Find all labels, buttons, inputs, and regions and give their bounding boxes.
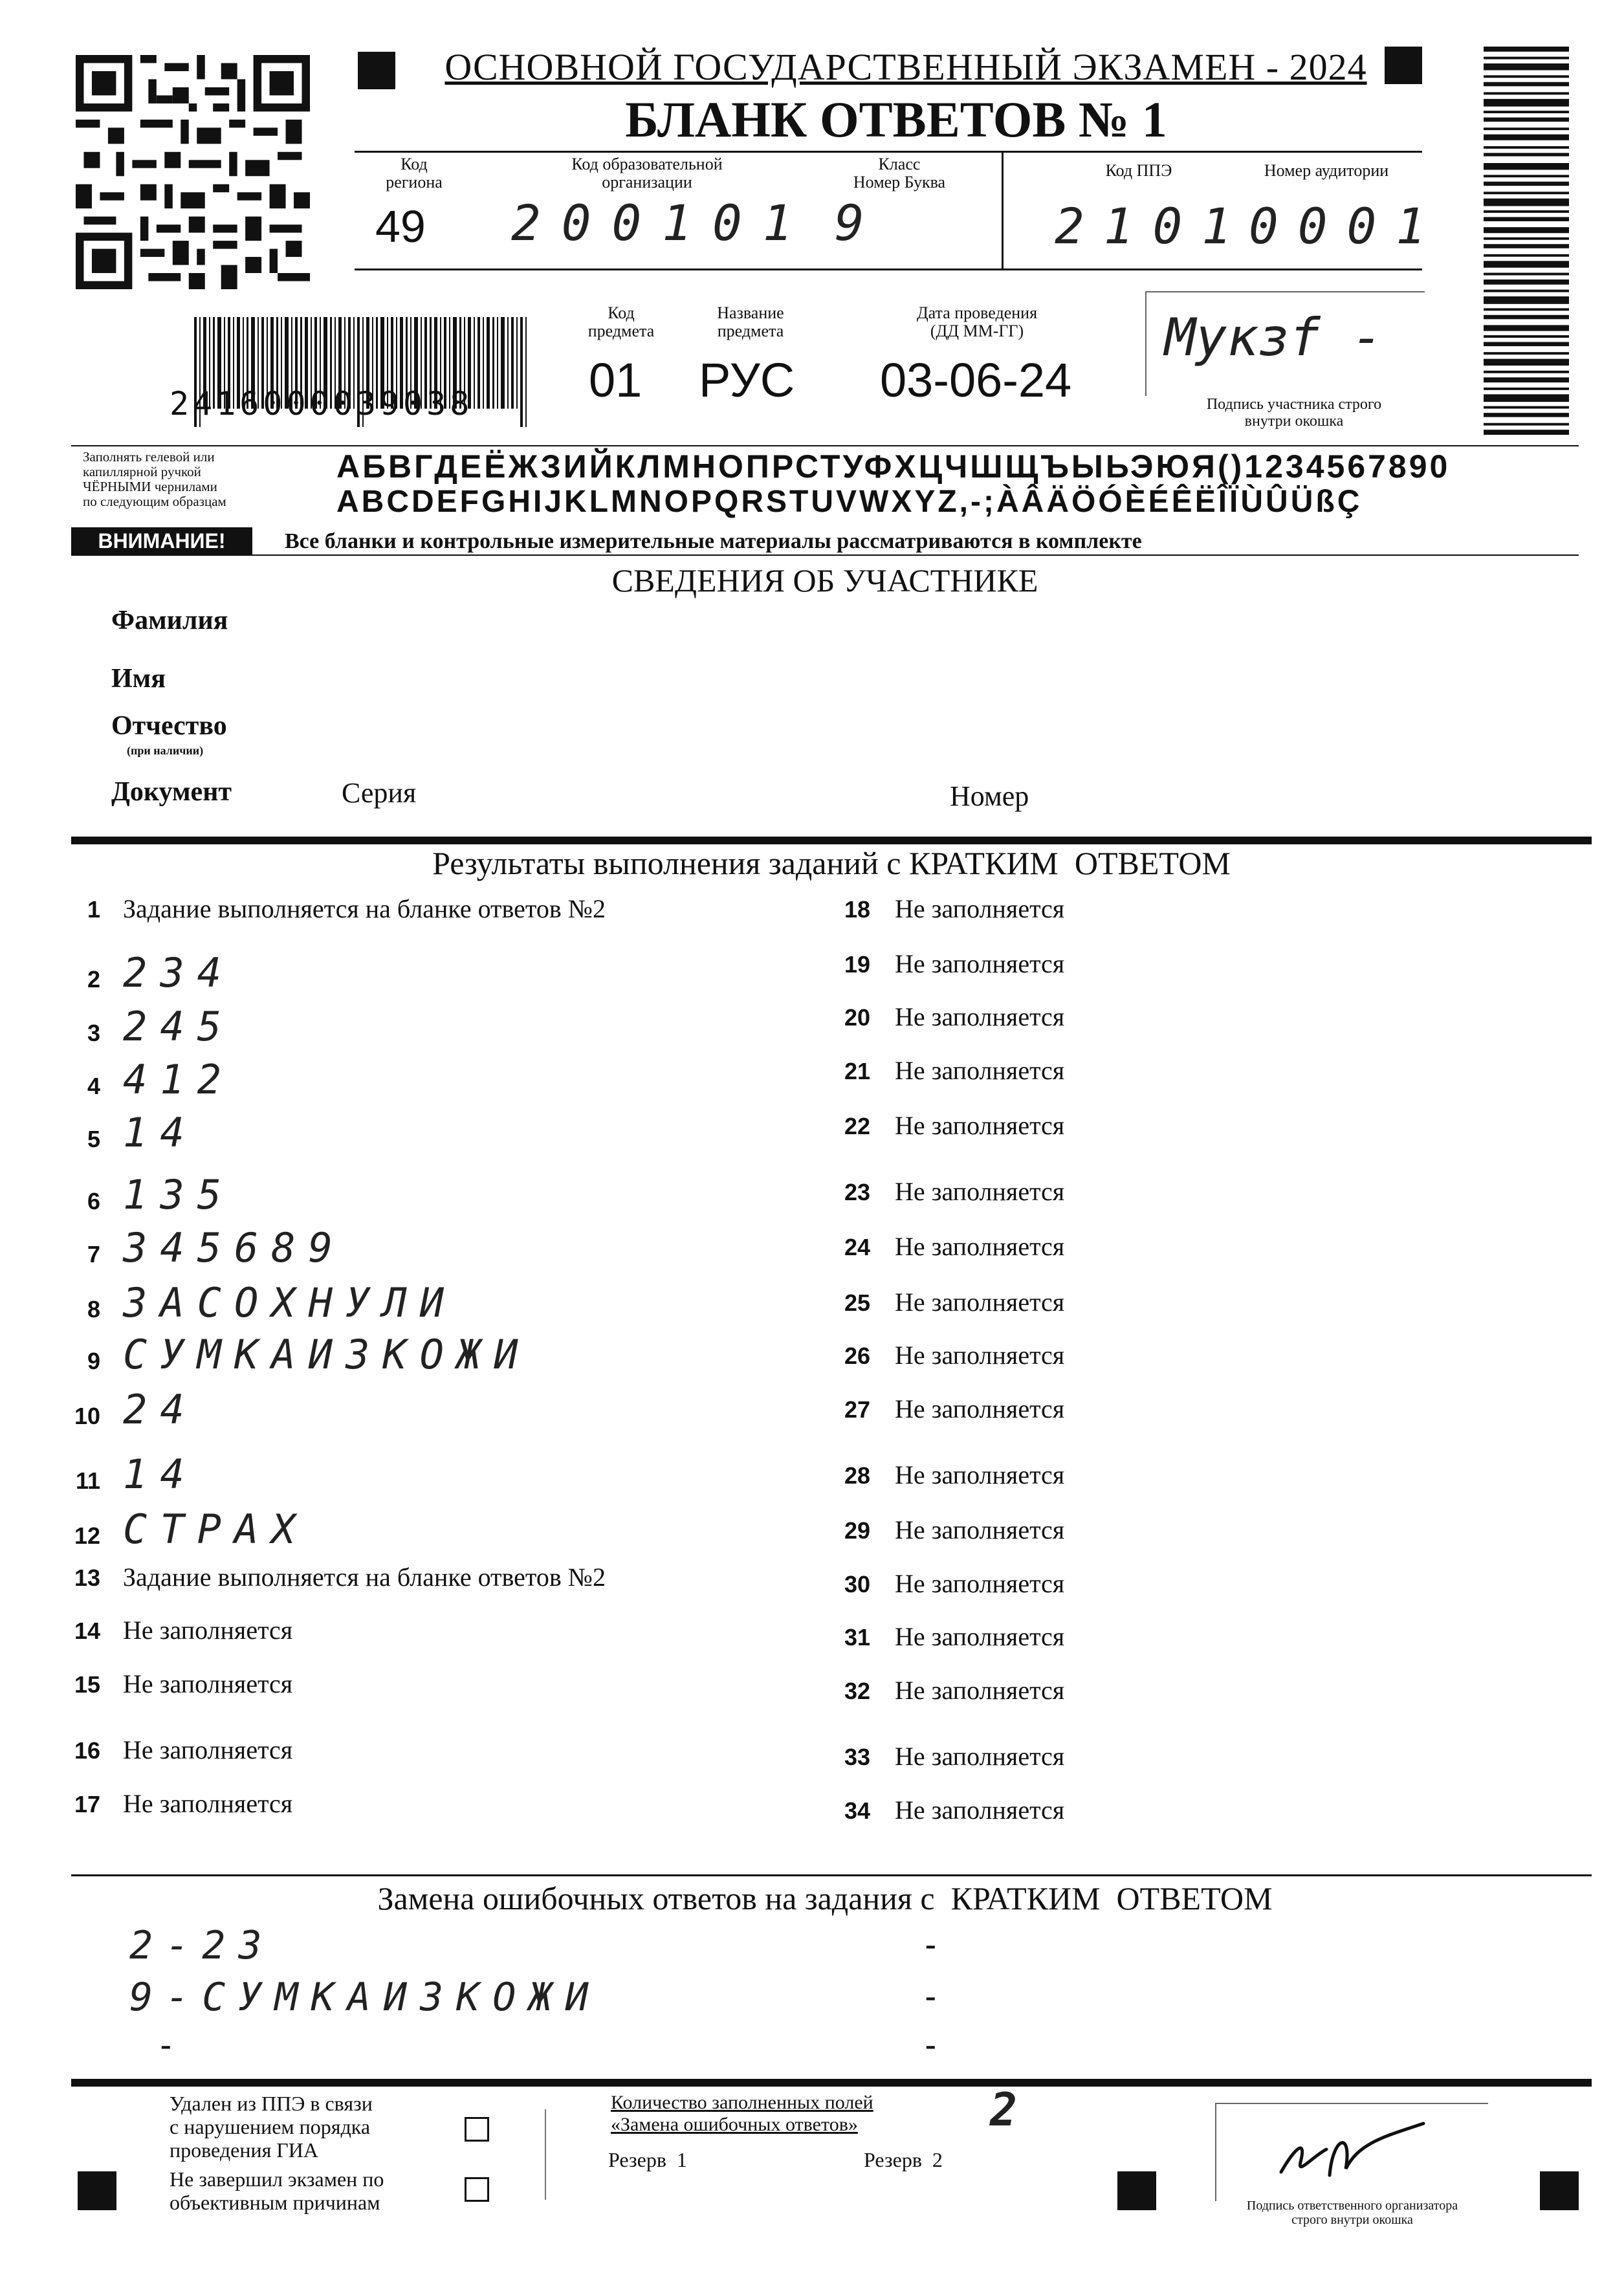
date-label: Дата проведения (ДД ММ-ГГ) [916, 303, 1038, 340]
subject-name-label: Название предмета [717, 303, 784, 340]
organizer-signature-caption: Подпись ответственного организатора строго внутри окошка [1246, 2199, 1458, 2227]
task-number: 22 [844, 1113, 870, 1139]
task-number: 18 [844, 896, 870, 923]
task-number: 29 [844, 1517, 870, 1544]
task-answer-handwritten[interactable]: 245 [123, 1003, 234, 1050]
participant-signature-caption: Подпись участника строго внутри окошка [1206, 396, 1382, 430]
task-number: 32 [844, 1678, 870, 1704]
surname-label: Фамилия [111, 606, 228, 635]
replacement-dash-right-2[interactable]: - [925, 1977, 936, 2013]
class-value: 9 [835, 194, 864, 252]
task-answer-text[interactable]: Не заполняется [895, 1002, 1065, 1031]
sample-instruction: Заполнять гелевой или капиллярной ручкой ЧЁРНЫМИ чернилами по следующим образцам [83, 449, 226, 509]
task-answer-text[interactable]: Не заполняется [895, 1177, 1065, 1206]
corner-marker-top-right [1385, 47, 1422, 84]
task-number: 30 [844, 1571, 870, 1597]
task-answer-text[interactable]: Не заполняется [895, 1569, 1065, 1598]
task-answer-handwritten[interactable]: 24 [123, 1386, 197, 1433]
task-answer-handwritten[interactable]: 412 [123, 1056, 234, 1103]
name-label: Имя [111, 664, 166, 694]
barcode-number: 2416000039038 [170, 385, 474, 422]
task-number: 28 [844, 1462, 870, 1489]
task-answer-text[interactable]: Не заполняется [895, 1341, 1065, 1370]
task-answer-text[interactable]: Не заполняется [895, 894, 1065, 923]
removed-checkbox[interactable] [465, 2117, 489, 2142]
task-answer-handwritten[interactable]: 135 [123, 1171, 234, 1218]
task-number: 27 [844, 1396, 870, 1423]
patronymic-label: Отчество [111, 711, 227, 741]
task-answer-text[interactable]: Не заполняется [895, 1394, 1065, 1423]
task-answer-handwritten[interactable]: СУМКАИЗКОЖИ [123, 1331, 531, 1378]
task-answer-text[interactable]: Не заполняется [895, 1111, 1065, 1140]
task-number: 7 [87, 1241, 100, 1267]
task-answer-text[interactable]: Не заполняется [895, 1622, 1065, 1651]
task-answer-handwritten[interactable]: 234 [123, 949, 234, 996]
task-number: 16 [74, 1737, 100, 1764]
task-number: 20 [844, 1004, 870, 1031]
task-number: 25 [844, 1289, 870, 1316]
task-number: 5 [87, 1126, 100, 1152]
room-value: 0001 [1249, 197, 1445, 255]
series-label: Серия [342, 777, 417, 809]
task-number: 15 [74, 1671, 100, 1698]
task-number: 21 [844, 1058, 870, 1084]
replacement-dash-right-1[interactable]: - [925, 1925, 936, 1962]
task-answer-text[interactable]: Задание выполняется на бланке ответов №2 [123, 894, 606, 923]
task-answer-text[interactable]: Не заполняется [123, 1789, 293, 1818]
task-answer-handwritten[interactable]: 14 [123, 1451, 197, 1498]
reserve-2: Резерв 2 [864, 2148, 943, 2171]
region-label: Код региона [386, 155, 443, 192]
org-value: 200101 [511, 194, 813, 252]
results-bottom-line [71, 1874, 1592, 1876]
footer-divider [545, 2109, 546, 2200]
task-number: 26 [844, 1343, 870, 1369]
removed-label: Удален из ППЭ в связи с нарушением порядка проведения ГИА [170, 2092, 373, 2162]
corner-marker-bottom-right [1540, 2171, 1579, 2210]
patronymic-note: (при наличии) [127, 744, 204, 757]
task-number: 13 [74, 1564, 100, 1591]
task-answer-text[interactable]: Не заполняется [895, 949, 1065, 978]
task-answer-text[interactable]: Не заполняется [895, 1232, 1065, 1261]
task-answer-handwritten[interactable]: СТРАХ [123, 1506, 309, 1553]
participant-bottom-line [71, 837, 1592, 844]
task-answer-text[interactable]: Не заполняется [895, 1056, 1065, 1085]
task-number: 9 [87, 1348, 100, 1374]
task-number: 24 [844, 1234, 870, 1260]
participant-signature: Мукзf - [1165, 307, 1383, 368]
task-answer-text[interactable]: Не заполняется [123, 1669, 293, 1698]
warning-bottom-line [71, 554, 1579, 556]
replacement-section-title: Замена ошибочных ответов на задания с КРАТКИМ ОТВЕТОМ [377, 1880, 1273, 1916]
count-label: Количество заполненных полей «Замена ошибочных ответов» [611, 2092, 873, 2135]
code-row-bottom-line [355, 269, 1422, 270]
task-answer-text[interactable]: Не заполняется [123, 1735, 293, 1764]
sample-top-line [71, 445, 1579, 446]
region-value: 49 [375, 201, 426, 252]
participant-section-title: СВЕДЕНИЯ ОБ УЧАСТНИКЕ [611, 562, 1038, 598]
org-label: Код образовательной организации [571, 155, 723, 192]
task-number: 31 [844, 1624, 870, 1651]
task-number: 6 [87, 1188, 100, 1214]
task-number: 12 [74, 1522, 100, 1549]
subject-name-value: РУС [699, 353, 795, 407]
task-answer-text[interactable]: Не заполняется [895, 1676, 1065, 1705]
ppe-value: 2101 [1055, 197, 1251, 255]
results-section-title: Результаты выполнения заданий с КРАТКИМ ОТВЕТОМ [432, 845, 1231, 881]
form-title: БЛАНК ОТВЕТОВ № 1 [625, 91, 1167, 148]
replacement-entry-2[interactable]: 9-СУМКАИЗКОЖИ [129, 1975, 602, 2020]
task-number: 17 [74, 1791, 100, 1817]
corner-marker-top-left [358, 52, 395, 89]
task-answer-text[interactable]: Не заполняется [895, 1795, 1065, 1825]
task-number: 11 [75, 1467, 100, 1494]
task-number: 10 [74, 1403, 100, 1429]
task-number: 8 [87, 1296, 100, 1322]
replacement-entry-3[interactable]: - [160, 2026, 171, 2062]
ppe-label: Код ППЭ [1105, 161, 1172, 180]
number-label: Номер [950, 780, 1029, 812]
task-answer-handwritten[interactable]: ЗАСОХНУЛИ [123, 1279, 457, 1326]
task-number: 33 [844, 1744, 870, 1770]
task-answer-text[interactable]: Не заполняется [895, 1515, 1065, 1544]
subject-code-value: 01 [589, 353, 642, 407]
task-number: 2 [87, 966, 100, 993]
warning-badge: ВНИМАНИЕ! [71, 527, 252, 554]
task-answer-text[interactable]: Не заполняется [895, 1288, 1065, 1317]
task-number: 14 [74, 1618, 100, 1644]
replacement-bottom-line [71, 2079, 1592, 2087]
reserve-1: Резерв 1 [608, 2148, 687, 2171]
side-barcode-icon [1484, 47, 1569, 435]
class-label: Класс Номер Буква [853, 155, 946, 192]
task-number: 23 [844, 1179, 870, 1205]
task-answer-handwritten[interactable]: 345689 [123, 1224, 346, 1271]
task-number: 3 [87, 1020, 100, 1046]
code-separator [1002, 153, 1004, 269]
corner-marker-bottom-mid [1117, 2171, 1156, 2210]
task-number: 34 [844, 1797, 870, 1824]
replacement-dash-right-3[interactable]: - [925, 2026, 936, 2062]
not-finished-label: Не завершил экзамен по объективным причинам [170, 2167, 384, 2214]
task-number: 19 [844, 951, 870, 978]
task-answer-text[interactable]: Не заполняется [123, 1616, 293, 1645]
task-number: 1 [87, 896, 100, 923]
task-number: 4 [87, 1073, 100, 1099]
qr-code-icon [76, 55, 310, 289]
replacement-entry-1[interactable]: 2-23 [129, 1923, 275, 1968]
header-divider [355, 151, 1422, 153]
document-label: Документ [111, 777, 232, 807]
date-value: 03-06-24 [880, 353, 1072, 407]
count-value[interactable]: 2 [990, 2083, 1018, 2136]
organizer-signature-icon [1268, 2111, 1436, 2188]
room-label: Номер аудитории [1264, 161, 1389, 180]
task-answer-handwritten[interactable]: 14 [123, 1109, 197, 1156]
task-answer-text[interactable]: Не заполняется [895, 1742, 1065, 1771]
task-answer-text[interactable]: Не заполняется [895, 1460, 1065, 1489]
sample-row-cyrillic: АБВГДЕЁЖЗИЙКЛМНОПРСТУФХЦЧШЩЪЫЬЭЮЯ()1234567890 [336, 448, 1451, 485]
sample-row-latin: ABCDEFGHIJKLMNOPQRSTUVWXYZ,-;ÀÂÄÖÓÈÉÊËÎÏÙÛÜßÇ [336, 485, 1363, 519]
warning-text: Все бланки и контрольные измерительные материалы рассматриваются в комплекте [285, 529, 1142, 553]
corner-marker-bottom-left [78, 2171, 116, 2210]
exam-title: ОСНОВНОЙ ГОСУДАРСТВЕННЫЙ ЭКЗАМЕН - 2024 [444, 46, 1367, 88]
task-answer-text[interactable]: Задание выполняется на бланке ответов №2 [123, 1563, 606, 1592]
subject-code-label: Код предмета [587, 303, 655, 340]
not-finished-checkbox[interactable] [465, 2177, 489, 2202]
